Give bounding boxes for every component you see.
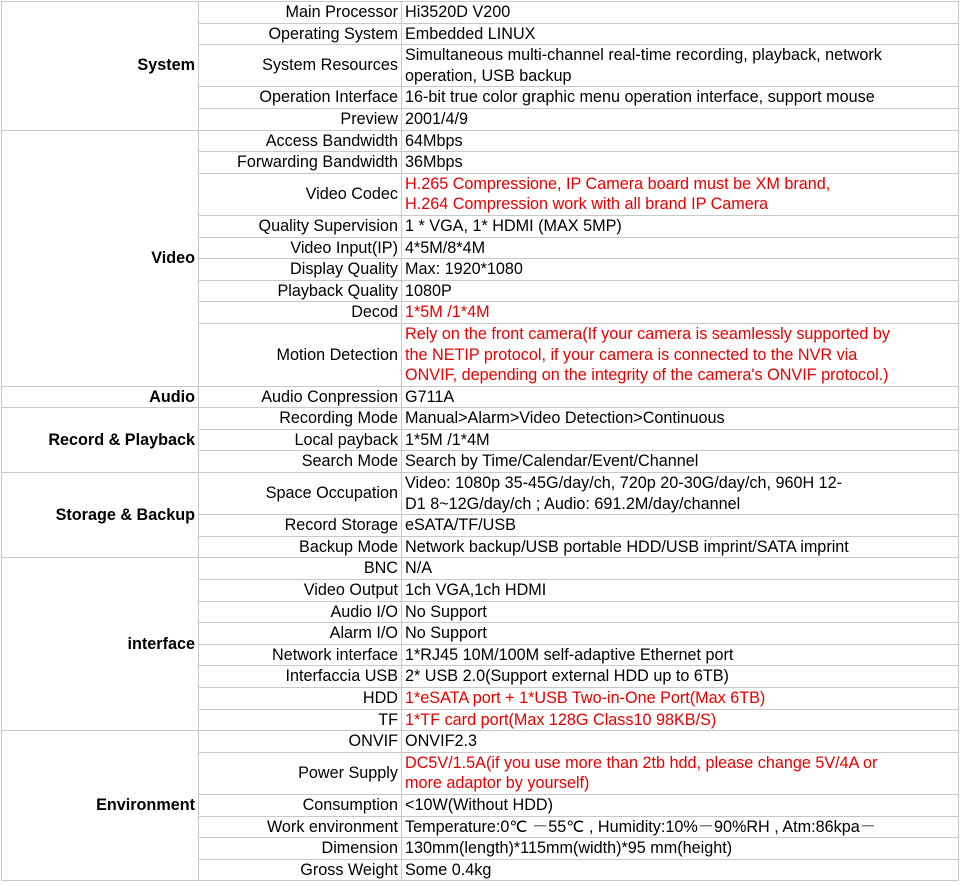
spec-value-highlighted: 1*eSATA port + 1*USB Two-in-One Port(Max 6TB) <box>402 688 959 710</box>
value-line: Video: 1080p 35-45G/day/ch, 720p 20-30G/day/ch, 960H 12- <box>405 474 843 493</box>
spec-value: <10W(Without HDD) <box>402 794 959 816</box>
spec-value: 1*RJ45 10M/100M self-adaptive Ethernet port <box>402 644 959 666</box>
value-line: H.265 Compressione, IP Camera board must be XM brand, <box>405 174 831 193</box>
spec-label: Display Quality <box>199 259 402 281</box>
spec-label: Power Supply <box>199 752 402 794</box>
spec-value-highlighted <box>402 752 959 794</box>
spec-label: TF <box>199 709 402 731</box>
category-audio: Audio <box>2 386 199 408</box>
spec-label: Consumption <box>199 794 402 816</box>
value-line: DC5V/1.5A(if you use more than 2tb hdd, please change 5V/4A or <box>405 753 878 772</box>
spec-label: Dimension <box>199 838 402 860</box>
spec-label: Video Codec <box>199 173 402 215</box>
spec-value: Max: 1920*1080 <box>402 259 959 281</box>
spec-value-highlighted: 1*5M /1*4M <box>402 302 959 324</box>
category-interface: interface <box>2 558 199 731</box>
value-line: more adaptor by yourself) <box>405 774 590 793</box>
category-storage-backup: Storage & Backup <box>2 473 199 558</box>
spec-value: ONVIF2.3 <box>402 731 959 753</box>
value-line: ONVIF, depending on the integrity of the camera's ONVIF protocol.) <box>405 366 889 385</box>
spec-label: BNC <box>199 558 402 580</box>
spec-label: Playback Quality <box>199 280 402 302</box>
spec-label: ONVIF <box>199 731 402 753</box>
spec-label: Operating System <box>199 23 402 45</box>
spec-value: Hi3520D V200 <box>402 2 959 24</box>
spec-label: Access Bandwidth <box>199 130 402 152</box>
spec-value-highlighted <box>402 173 959 215</box>
spec-value: Network backup/USB portable HDD/USB imprint/SATA imprint <box>402 536 959 558</box>
spec-value-highlighted <box>402 323 959 386</box>
table-row <box>2 731 959 753</box>
spec-label: Decod <box>199 302 402 324</box>
category-record-playback: Record & Playback <box>2 408 199 473</box>
spec-value: No Support <box>402 623 959 645</box>
spec-label: Local payback <box>199 429 402 451</box>
spec-label: System Resources <box>199 45 402 87</box>
spec-value: 16-bit true color graphic menu operation interface, support mouse <box>402 87 959 109</box>
spec-value: Manual>Alarm>Video Detection>Continuous <box>402 408 959 430</box>
spec-value: Search by Time/Calendar/Event/Channel <box>402 451 959 473</box>
spec-value: N/A <box>402 558 959 580</box>
spec-label: Gross Weight <box>199 859 402 881</box>
spec-label: Space Occupation <box>199 473 402 515</box>
spec-label: Preview <box>199 108 402 130</box>
value-line: operation, USB backup <box>405 66 572 85</box>
spec-value <box>402 473 959 515</box>
spec-value: 64Mbps <box>402 130 959 152</box>
spec-value: 1080P <box>402 280 959 302</box>
spec-value: 2001/4/9 <box>402 108 959 130</box>
spec-label: Audio Conpression <box>199 386 402 408</box>
spec-value: G711A <box>402 386 959 408</box>
spec-label: Alarm I/O <box>199 623 402 645</box>
spec-label: Operation Interface <box>199 87 402 109</box>
spec-label: Record Storage <box>199 515 402 537</box>
spec-value <box>402 45 959 87</box>
value-line: H.264 Compression work with all brand IP Camera <box>405 195 769 214</box>
spec-label: Audio I/O <box>199 601 402 623</box>
table-row <box>2 473 959 515</box>
spec-value: No Support <box>402 601 959 623</box>
spec-label: Interfaccia USB <box>199 666 402 688</box>
spec-label: Forwarding Bandwidth <box>199 152 402 174</box>
category-system: System <box>2 2 199 131</box>
spec-value: 1*5M /1*4M <box>402 429 959 451</box>
value-line: Rely on the front camera(If your camera is seamlessly supported by <box>405 324 890 343</box>
spec-label: Work environment <box>199 816 402 838</box>
spec-value: Some 0.4kg <box>402 859 959 881</box>
spec-value: 4*5M/8*4M <box>402 237 959 259</box>
value-line: D1 8~12G/day/ch ; Audio: 691.2M/day/channel <box>405 494 741 513</box>
spec-label: Main Processor <box>199 2 402 24</box>
spec-value: 36Mbps <box>402 152 959 174</box>
spec-label: Backup Mode <box>199 536 402 558</box>
spec-value: 1ch VGA,1ch HDMI <box>402 580 959 602</box>
spec-value: Embedded LINUX <box>402 23 959 45</box>
spec-label: Recording Mode <box>199 408 402 430</box>
spec-label: HDD <box>199 688 402 710</box>
table-row <box>2 558 959 580</box>
spec-value: Temperature:0℃ －55℃ , Humidity:10%－90%RH , Atm:86kpa－ <box>402 816 959 838</box>
spec-label: Motion Detection <box>199 323 402 386</box>
spec-label: Quality Supervision <box>199 215 402 237</box>
table-row <box>2 386 959 408</box>
category-video: Video <box>2 130 199 386</box>
category-environment: Environment <box>2 731 199 881</box>
spec-value: 130mm(length)*115mm(width)*95 mm(height) <box>402 838 959 860</box>
table-row <box>2 408 959 430</box>
table-row <box>2 2 959 24</box>
spec-value: eSATA/TF/USB <box>402 515 959 537</box>
value-line: Simultaneous multi-channel real-time recording, playback, network <box>405 46 882 65</box>
table-row <box>2 130 959 152</box>
spec-label: Video Input(IP) <box>199 237 402 259</box>
spec-table <box>1 1 959 881</box>
spec-value: 1 * VGA, 1* HDMI (MAX 5MP) <box>402 215 959 237</box>
spec-value-highlighted: 1*TF card port(Max 128G Class10 98KB/S) <box>402 709 959 731</box>
spec-label: Search Mode <box>199 451 402 473</box>
spec-value: 2* USB 2.0(Support external HDD up to 6TB) <box>402 666 959 688</box>
value-line: the NETIP protocol, if your camera is connected to the NVR via <box>405 345 858 364</box>
spec-label: Network interface <box>199 644 402 666</box>
spec-label: Video Output <box>199 580 402 602</box>
